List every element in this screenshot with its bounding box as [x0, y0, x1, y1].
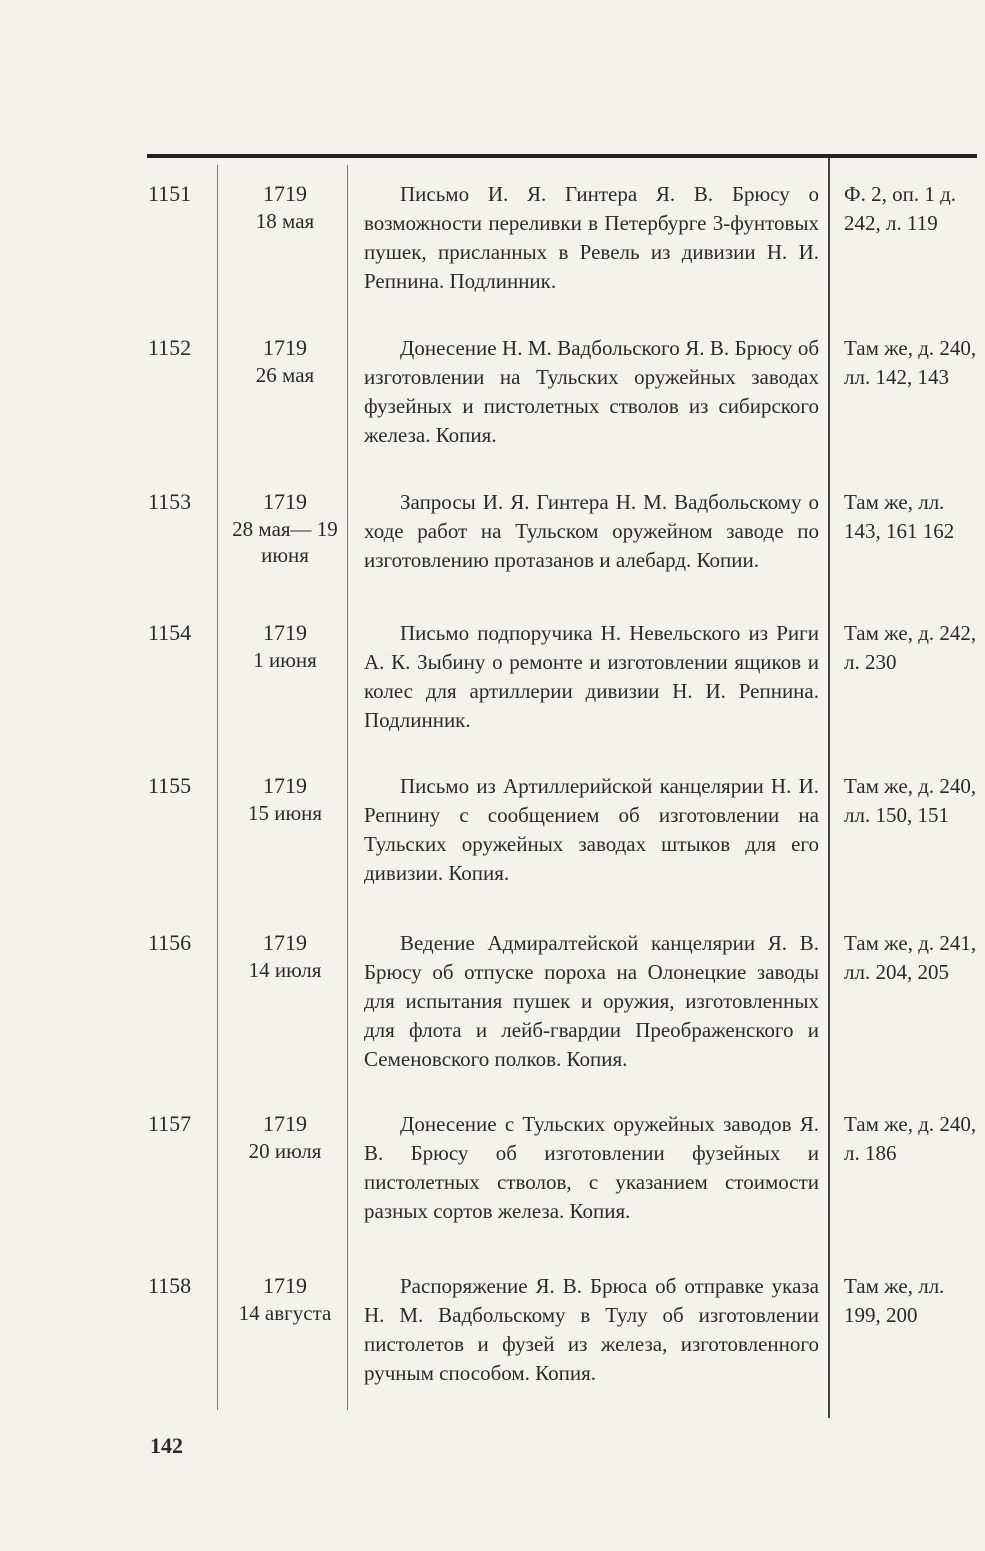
entry-reference: Ф. 2, оп. 1 д. 242, л. 119: [844, 182, 957, 235]
entry-number: 1157: [148, 1111, 192, 1136]
entry-description: Письмо И. Я. Гинтера Я. В. Брюсу о возможности переливки в Петербурге 3-фунтовых пушек, присланных в Ревель из дивизии Н. И. Репнина. Подлинник.: [364, 182, 819, 293]
entry-number: 1156: [148, 930, 192, 955]
entry-number: 1158: [148, 1273, 192, 1298]
entry-date: [226, 1110, 344, 1164]
entry-year: 1719: [263, 620, 307, 645]
entry-year: 1719: [263, 773, 307, 798]
entry-year: 1719: [263, 181, 307, 206]
entry-year: 1719: [263, 1273, 307, 1298]
entry-year: 1719: [263, 489, 307, 514]
entry-description: Донесение Н. М. Вадбольского Я. В. Брюсу об изготовлении на Тульских оружейных заводах фузейных и пистолетных стволов из сибирского железа. Копия.: [364, 336, 819, 447]
entry-description: Письмо из Артиллерийской канцелярии Н. И. Репнину с сообщением об изготовлении на Тульских оружейных заводах штыков для его дивизии. Копия.: [364, 774, 819, 885]
entry-reference: Там же, лл. 143, 161 162: [844, 490, 955, 543]
entry-description: Распоряжение Я. В. Брюса об отправке указа Н. М. Вадбольскому в Тулу об изготовлении пистолетов и фузей из железа, изготовленного ручным способом. Копия.: [364, 1274, 819, 1385]
entry-reference: Там же, лл. 199, 200: [844, 1274, 945, 1327]
entry-day: 15 июня: [247, 801, 323, 825]
entry-year: 1719: [263, 1111, 307, 1136]
entry-number: 1152: [148, 335, 192, 360]
entry-date: [226, 334, 344, 388]
entry-date: [226, 180, 344, 234]
entry-number: 1154: [148, 620, 192, 645]
entry-day: 26 мая: [255, 363, 315, 387]
entry-day: 14 августа: [238, 1301, 332, 1325]
entry-day: 20 июля: [248, 1139, 322, 1163]
top-rule: [147, 154, 977, 158]
entry-description: Запросы И. Я. Гинтера Н. М. Вадбольскому о ходе работ на Тульском оружейном заводе по изготовлению протазанов и алебард. Копии.: [364, 490, 819, 572]
entry-number: 1153: [148, 489, 192, 514]
column-divider-1: [217, 165, 218, 1410]
entry-reference: Там же, д. 240, л. 186: [844, 1112, 977, 1165]
entry-year: 1719: [263, 335, 307, 360]
page-number: 142: [150, 1433, 183, 1458]
entry-description: Донесение с Тульских оружейных заводов Я. В. Брюсу об изготовлении фузейных и пистолетных стволов, с указанием стоимости разных сортов железа. Копия.: [364, 1112, 819, 1223]
entry-reference: Там же, д. 242, л. 230: [844, 621, 977, 674]
entry-date: [226, 1272, 344, 1326]
entry-description: Ведение Адмиралтейской канцелярии Я. В. Брюсу об отпуске пороха на Олонецкие заводы для испытания пушек и оружия, изготовленных для флота и лейб-гвардии Преображенского и Семеновского полков. Копия.: [364, 931, 819, 1071]
entry-reference: Там же, д. 241, лл. 204, 205: [844, 931, 977, 984]
entry-day: 1 июня: [253, 648, 317, 672]
entry-date: [226, 929, 344, 983]
entry-number: 1155: [148, 773, 192, 798]
entry-date: [226, 619, 344, 673]
entry-description: Письмо подпоручика Н. Невельского из Риги А. К. Зыбину о ремонте и изготовлении ящиков и колес для артиллерии дивизии Н. И. Репнина. Подлинник.: [364, 621, 819, 732]
entry-year: 1719: [263, 930, 307, 955]
entry-number: 1151: [148, 181, 192, 206]
entry-date: [226, 772, 344, 826]
column-divider-3: [828, 158, 830, 1418]
entry-day: 18 мая: [255, 209, 315, 233]
entry-reference: Там же, д. 240, лл. 142, 143: [844, 336, 977, 389]
entry-reference: Там же, д. 240, лл. 150, 151: [844, 774, 977, 827]
entry-date: [226, 488, 344, 568]
entry-day: 14 июля: [248, 958, 322, 982]
column-divider-2: [347, 165, 348, 1410]
entry-day: 28 мая— 19 июня: [232, 517, 338, 567]
